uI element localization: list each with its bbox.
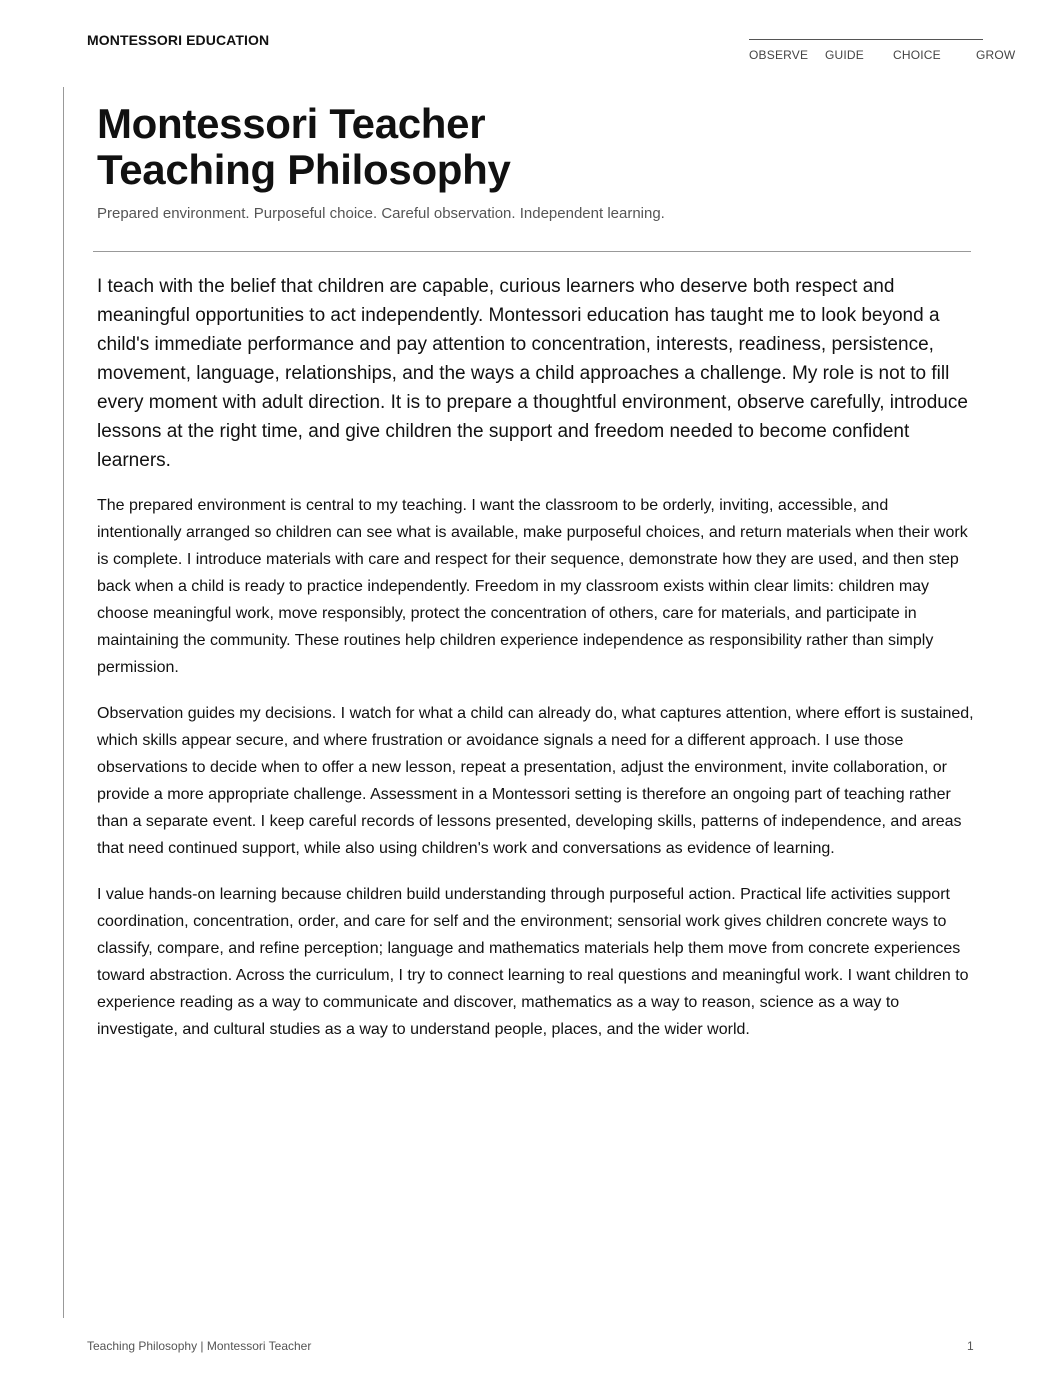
page-subtitle: Prepared environment. Purposeful choice. Careful observation. Independent learning. — [97, 205, 665, 222]
footer-title: Teaching Philosophy | Montessori Teacher — [87, 1339, 312, 1353]
page-number: 1 — [967, 1339, 974, 1353]
document-body — [97, 272, 977, 1062]
top-nav — [0, 48, 1062, 64]
body-paragraph-hands-on: I value hands-on learning because children build understanding through purposeful action. Practical life activities support coordination, concentration, order, and care for self and the environment; sensorial work gives children concrete ways to classify, compare, and refine perception; language and mathematics materials help them move from concrete experiences toward abstraction. Across the curriculum, I try to connect learning to real questions and meaningful work. I want children to experience reading as a way to communicate and discover, mathematics as a way to reason, science as a way to investigate, and cultural studies as a way to understand people, places, and the wider world. — [97, 886, 969, 1038]
header-divider — [93, 251, 971, 252]
page-title — [97, 101, 797, 193]
nav-item-grow[interactable]: GROW — [976, 48, 1016, 62]
nav-item-choice[interactable]: CHOICE — [893, 48, 941, 62]
brand-label: MONTESSORI EDUCATION — [87, 32, 270, 48]
lead-paragraph: I teach with the belief that children are capable, curious learners who deserve both respect and meaningful opportunities to act independently. Montessori education has taught me to look beyond a child's immediate performance and pay attention to concentration, interests, readiness, persistence, movement, language, relationships, and the ways a child approaches a challenge. My role is not to fill every moment with adult direction. It is to prepare a thoughtful environment, observe carefully, introduce lessons at the right time, and give children the support and freedom needed to become confident learners. — [97, 276, 968, 471]
nav-divider — [749, 39, 983, 40]
body-paragraph-observation: Observation guides my decisions. I watch for what a child can already do, what captures attention, where effort is sustained, which skills appear secure, and where frustration or avoidance signals a need for a different approach. I use those observations to decide when to offer a new lesson, repeat a presentation, adjust the environment, invite collaboration, or provide a more appropriate challenge. Assessment in a Montessori setting is therefore an ongoing part of teaching rather than a separate event. I keep careful records of lessons presented, developing skills, patterns of independence, and areas that need continued support, while also using children's work and conversations as evidence of learning. — [97, 705, 974, 857]
body-paragraph-environment: The prepared environment is central to my teaching. I want the classroom to be orderly, inviting, accessible, and intentionally arranged so children can see what is available, make purposeful choices, and return materials when their work is complete. I introduce materials with care and respect for their sequence, demonstrate how they are used, and then step back when a child is ready to practice independently. Freedom in my classroom exists within clear limits: children may choose meaningful work, move responsibly, protect the concentration of others, care for materials, and participate in maintaining the community. These routines help children experience independence as responsibility rather than simply permission. — [97, 497, 968, 676]
page-title-line-2: Teaching Philosophy — [97, 146, 511, 193]
nav-item-observe[interactable]: OBSERVE — [749, 48, 809, 62]
margin-rule — [63, 87, 64, 1318]
nav-item-guide[interactable]: GUIDE — [825, 48, 865, 62]
page-title-line-1: Montessori Teacher — [97, 100, 486, 147]
